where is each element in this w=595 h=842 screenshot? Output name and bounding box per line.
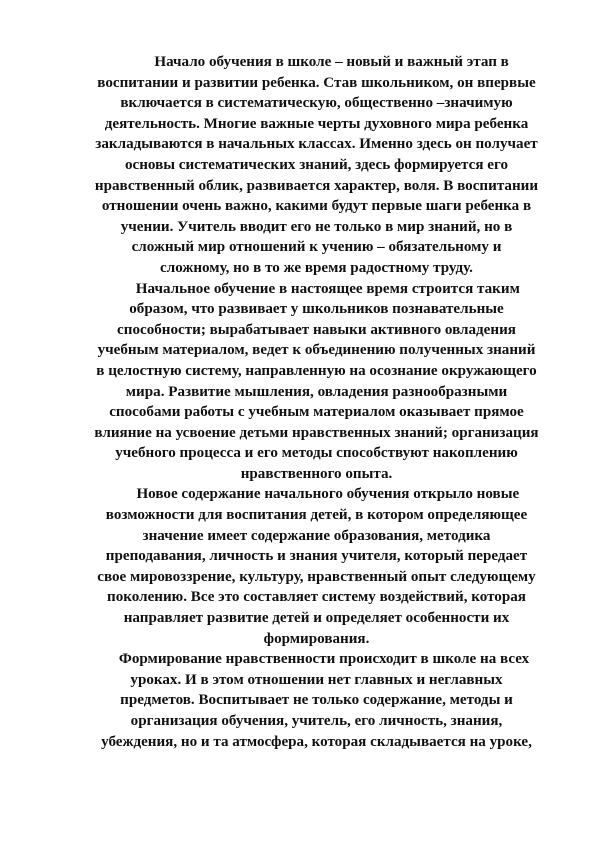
text-line: образом, что развивает у школьников познавательные <box>129 301 504 318</box>
text-line: Начальное обучение в настоящее время строится таким <box>113 280 520 297</box>
text-line: поколению. Все это составляет систему воздействий, которая <box>107 589 526 606</box>
text-line: преподавания, личность и знания учителя, который передает <box>105 548 528 565</box>
text-line: уроках. И в этом отношении нет главных и неглавных <box>130 671 503 688</box>
text-line: направляет развитие детей и определяет особенности их <box>123 610 510 627</box>
text-line: сложный мир отношений к учению – обязательному и <box>131 239 502 256</box>
text-line: нравственного опыта. <box>240 465 393 482</box>
text-line: мира. Развитие мышления, овладения разнообразными <box>125 383 508 400</box>
text-line: нравственный облик, развивается характер, воля. В воспитании <box>94 177 539 194</box>
text-line: значение имеет содержание образования, методика <box>142 527 491 544</box>
text-line: воспитании и развитии ребенка. Став школьником, он впервые <box>97 74 536 91</box>
paragraph <box>84 279 549 485</box>
text-line: деятельность. Многие важные черты духовного мира ребенка <box>104 115 529 132</box>
paragraph <box>84 484 549 649</box>
text-line: включается в систематическую, общественно –значимую <box>120 95 513 112</box>
text-line: способности; вырабатывает навыки активного овладения <box>117 321 516 338</box>
text-line: Начало обучения в школе – новый и важный этап в <box>124 54 509 70</box>
text-line: влияние на усвоение детьми нравственных знаний; организация <box>94 424 539 441</box>
text-line: Новое содержание начального обучения открыло новые <box>113 486 520 503</box>
text-line: свое мировоззрение, культуру, нравственный опыт следующему <box>97 568 536 585</box>
text-line: Формирование нравственности происходит в школе на всех <box>103 651 530 668</box>
text-line: убеждения, но и та атмосфера, которая складывается на уроке, <box>101 733 532 750</box>
paragraph <box>84 649 549 752</box>
text-line: способами работы с учебным материалом оказывает прямое <box>109 404 524 421</box>
text-line: учении. Учитель вводит его не только в мир знаний, но в <box>120 218 513 235</box>
text-line: возможности для воспитания детей, в котором определяющее <box>105 507 528 524</box>
text-line: сложному, но в то же время радостному труду. <box>160 259 473 276</box>
document-body <box>84 52 549 752</box>
text-line: в целостную систему, направленную на осознание окружающего <box>96 362 537 379</box>
text-line: организация обучения, учитель, его личность, знания, <box>130 713 503 729</box>
text-line: отношении очень важно, какими будут первые шаги ребенка в <box>101 198 532 215</box>
text-line: закладываются в начальных классах. Именно здесь он получает <box>95 136 538 153</box>
text-line: учебным материалом, ведет к объединению полученных знаний <box>97 342 536 359</box>
text-line: предметов. Воспитывает не только содержание, методы и <box>120 692 513 709</box>
text-line: учебного процесса и его методы способствуют накоплению <box>115 445 518 462</box>
text-line: формирования. <box>263 630 370 647</box>
text-line: основы систематических знаний, здесь формируется его <box>124 156 509 173</box>
paragraph <box>84 52 549 279</box>
